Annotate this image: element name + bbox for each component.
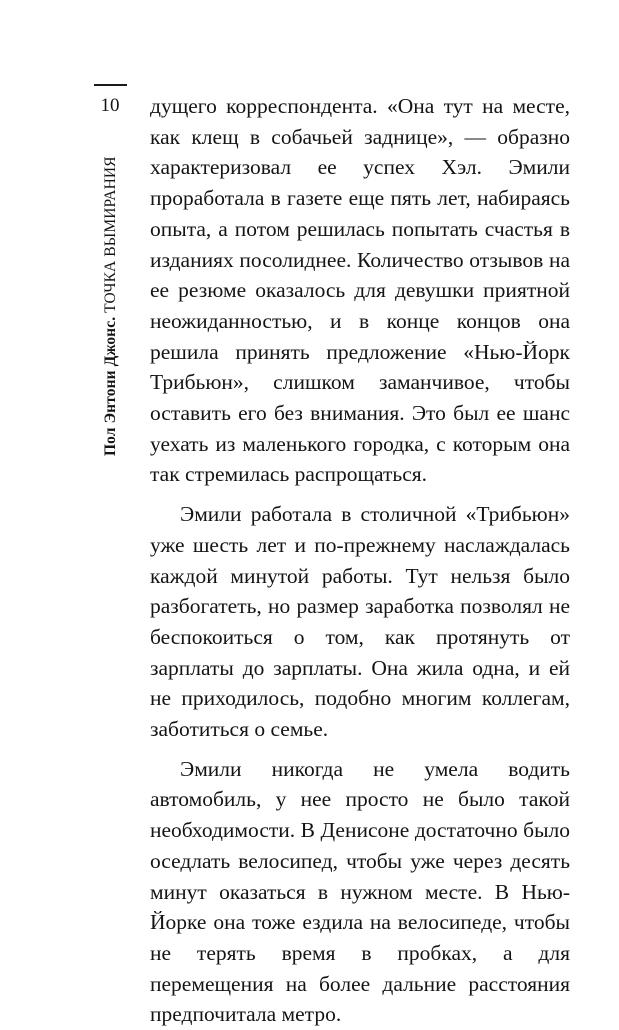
running-head-title: ТОЧКА ВЫМИРАНИЯ bbox=[102, 156, 119, 313]
text-body bbox=[150, 91, 570, 1030]
running-head-author: Пол Энтони Джонс. bbox=[102, 316, 119, 456]
margin-rule bbox=[94, 84, 127, 86]
paragraph: Эмили никогда не умела водить автомобиль, у нее просто не было такой необходимости. В Денисоне достаточно было оседлать велосипед, чтобы уже через десять минут оказаться в нужном месте. В Нью-Йорке она тоже ездила на велосипеде, чтобы не терять время в пробках, а для перемещения на более дальние расстояния предпочитала метро. bbox=[150, 756, 570, 1027]
paragraph: дущего корреспондента. «Она тут на месте, как клещ в собачьей заднице», — образно характеризовал ее успех Хэл. Эмили проработала в газете еще пять лет, набираясь опыта, а потом решилась попытать счастья в изданиях посолиднее. Количество отзывов на ее резюме оказалось для девушки приятной неожиданностью, и в конце концов она решила принять предложение «Нью-Йорк Трибьюн», слишком заманчивое, чтобы оставить его без внимания. Это был ее шанс уехать из маленького городка, с которым она так стремилась распрощаться. bbox=[150, 94, 570, 487]
paragraph: Эмили работала в столичной «Трибьюн» уже шесть лет и по-прежнему наслаждалась каждой минутой работы. Тут нельзя было разбогатеть, но размер заработка позволял не беспокоиться о том, как протянуть от зарплаты до зарплаты. Она жила одна, и ей не приходилось, подобно многим коллегам, заботиться о семье. bbox=[150, 502, 570, 742]
page-number: 10 bbox=[100, 95, 120, 116]
